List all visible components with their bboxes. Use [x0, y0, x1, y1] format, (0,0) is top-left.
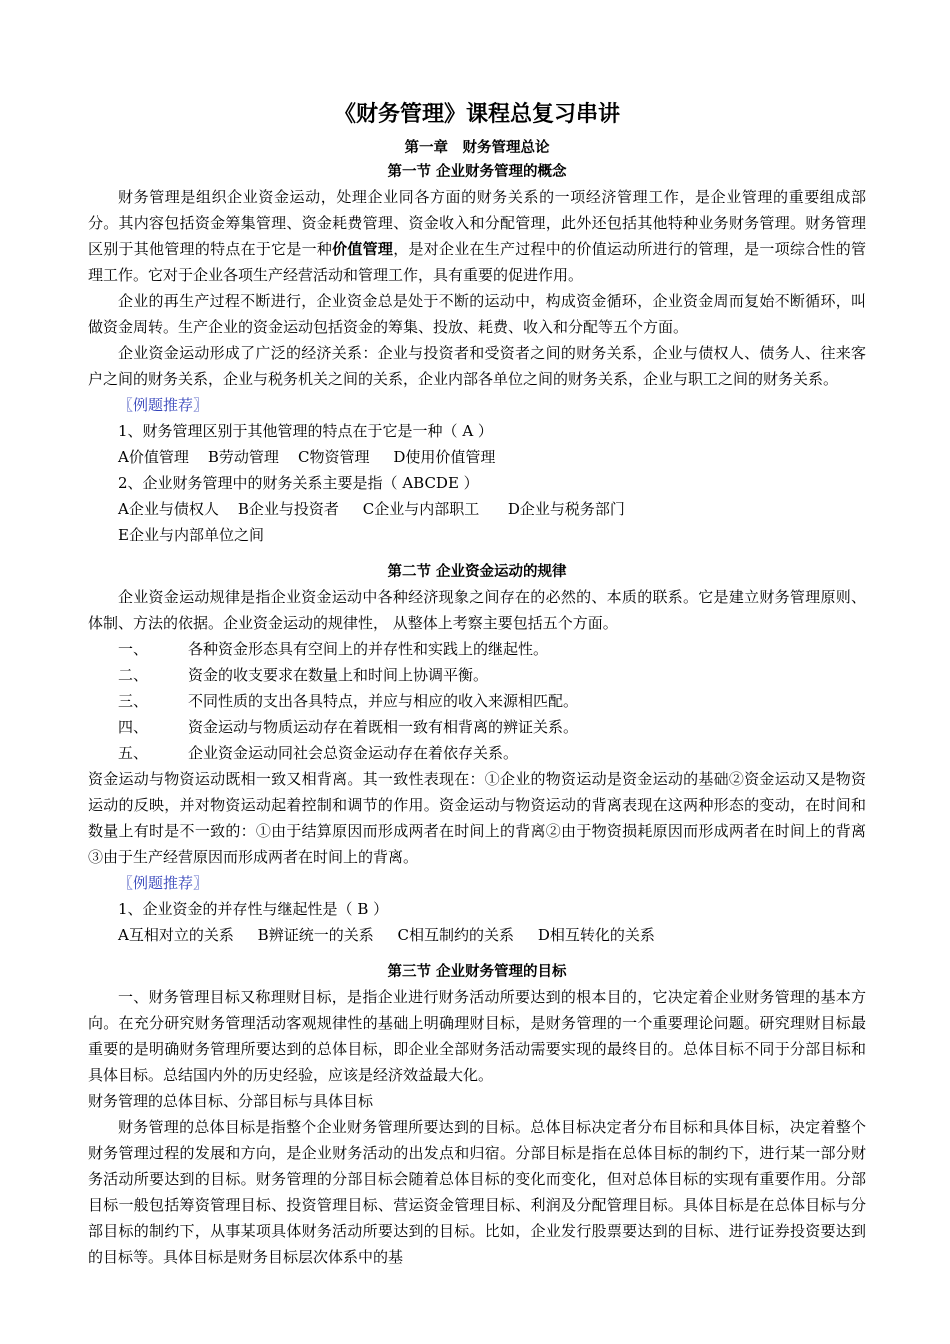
list-text: 资金的收支要求在数量上和时间上协调平衡。: [188, 666, 489, 684]
chapter-heading: 第一章 财务管理总论: [404, 140, 550, 156]
section-3-subheading: 财务管理的总体目标、分部目标与具体目标: [88, 1092, 374, 1110]
list-text: 资金运动与物质运动存在着既相一致有相背离的辨证关系。: [188, 718, 579, 736]
list-item: [88, 636, 866, 662]
list-item: [88, 688, 866, 714]
list-number: 五、: [118, 744, 149, 762]
section-1-heading: 第一节 企业财务管理的概念: [387, 164, 567, 180]
document-title: 《财务管理》课程总复习串讲: [333, 102, 620, 127]
list-number: 四、: [118, 718, 149, 736]
list-text: 各种资金形态具有空间上的并存性和实践上的继起性。: [188, 640, 549, 658]
list-item: [88, 714, 866, 740]
section-2-paragraph-1: 企业资金运动规律是指企业资金运动中各种经济现象之间存在的必然的、本质的联系。它是建立财务管理原则、体制、方法的依据。企业资金运动的规律性， 从整体上考察主要包括五个方面。: [88, 588, 866, 632]
list-number: 二、: [118, 666, 149, 684]
question-1: 1、企业资金的并存性与继起性是（ B ）: [118, 900, 389, 918]
list-number: 一、: [118, 640, 149, 658]
example-label: 〖例题推荐〗: [118, 874, 209, 892]
section-1-paragraph-1: [88, 184, 866, 288]
document-page: [88, 98, 866, 1270]
section-2-paragraph-2: 资金运动与物资运动既相一致又相背离。其一致性表现在：①企业的物资运动是资金运动的基础②资金运动又是物资运动的反映，并对物资运动起着控制和调节的作用。资金运动与物资运动的背离表现在这两种形态的变动，在时间和数量上有时是不一致的：①由于结算原因而形成两者在时间上的背离②由于物资损耗原因而形成两者在时间上的背离③由于生产经营原因而形成两者在时间上的背离。: [88, 770, 866, 866]
question-2-options: A企业与债权人 B企业与投资者 C企业与内部职工 D企业与税务部门: [118, 500, 625, 518]
section-3-paragraph-1: 一、财务管理目标又称理财目标，是指企业进行财务活动所要达到的根本目的，它决定着企业财务管理的基本方向。在充分研究财务管理活动客观规律性的基础上明确理财目标，是财务管理的一个重要理论问题。研究理财目标最重要的是明确财务管理所要达到的总体目标，即企业全部财务活动需要实现的最终目的。总体目标不同于分部目标和具体目标。总结国内外的历史经验，应该是经济效益最大化。: [88, 988, 866, 1084]
section-1-paragraph-2: 企业的再生产过程不断进行，企业资金总是处于不断的运动中，构成资金循环，企业资金周而复始不断循环，叫做资金周转。生产企业的资金运动包括资金的筹集、投放、耗费、收入和分配等五个方面。: [88, 292, 866, 336]
section-3-heading: 第三节 企业财务管理的目标: [387, 964, 567, 980]
example-label: 〖例题推荐〗: [118, 396, 209, 414]
paragraph-text: ，是对企业在生产过程中的价值运动所进行的管理，是一项综合性的管理工作。它对于企业各项生产经营活动和管理工作，具有重要的促进作用。: [88, 240, 866, 284]
bold-term: 价值管理: [332, 240, 394, 258]
question-1-options: A价值管理 B劳动管理 C物资管理 D使用价值管理: [118, 448, 496, 466]
question-2: 2、企业财务管理中的财务关系主要是指（ ABCDE ）: [118, 474, 479, 492]
section-1-paragraph-3: 企业资金运动形成了广泛的经济关系：企业与投资者和受资者之间的财务关系，企业与债权人、债务人、往来客户之间的财务关系，企业与税务机关之间的关系，企业内部各单位之间的财务关系，企业与职工之间的财务关系。: [88, 344, 866, 388]
section-2-heading: 第二节 企业资金运动的规律: [387, 564, 567, 580]
question-1-options: A互相对立的关系 B辨证统一的关系 C相互制约的关系 D相互转化的关系: [118, 926, 655, 944]
section-3-paragraph-2: 财务管理的总体目标是指整个企业财务管理所要达到的目标。总体目标决定者分布目标和具体目标，决定着整个财务管理过程的发展和方向，是企业财务活动的出发点和归宿。分部目标是指在总体目标的制约下，进行某一部分财务活动所要达到的目标。财务管理的分部目标会随着总体目标的变化而变化，但对总体目标的实现有重要作用。分部目标一般包括筹资管理目标、投资管理目标、营运资金管理目标、利润及分配管理目标。具体目标是在总体目标与分部目标的制约下，从事某项具体财务活动所要达到的目标。比如，企业发行股票要达到的目标、进行证券投资要达到的目标等。具体目标是财务目标层次体系中的基: [88, 1118, 866, 1266]
list-item: [88, 740, 866, 766]
question-2-option-e: E企业与内部单位之间: [118, 526, 264, 544]
question-1: 1、财务管理区别于其他管理的特点在于它是一种（ A ）: [118, 422, 493, 440]
list-item: [88, 662, 866, 688]
list-number: 三、: [118, 692, 149, 710]
list-text: 不同性质的支出各具特点，并应与相应的收入来源相匹配。: [188, 692, 579, 710]
paragraph-text: 财务管理是组织企业资金运动，处理企业同各方面的财务关系的一项经济管理工作，是企业管理的重要组成部分。其内容包括资金筹集管理、资金耗费管理、资金收入和分配管理，此外还包括其他特种业务财务管理。财务管理区别于其他管理的特点在于它是一种: [88, 188, 866, 258]
list-text: 企业资金运动同社会总资金运动存在着依存关系。: [188, 744, 519, 762]
